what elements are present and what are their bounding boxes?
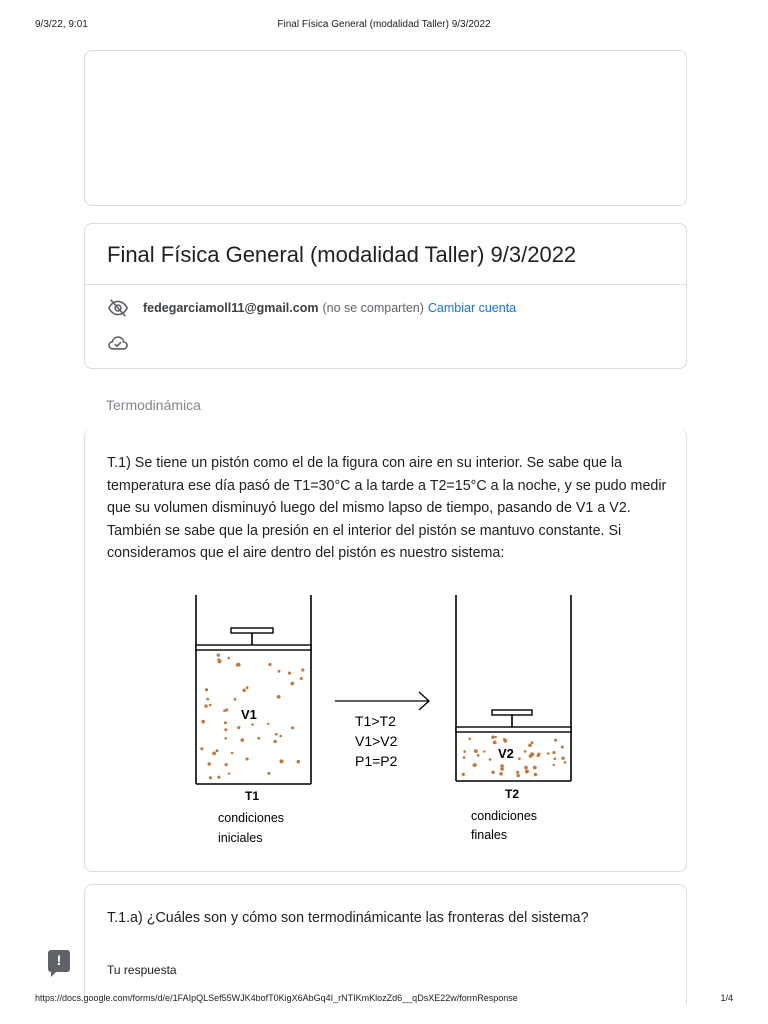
relation-temperature: T1>T2: [355, 713, 396, 729]
print-title: Final Física General (modalidad Taller) 9/3/2022: [277, 19, 491, 30]
air-particle: [225, 763, 228, 766]
air-particle: [234, 698, 237, 701]
air-particle: [561, 757, 564, 760]
air-particle: [246, 757, 249, 760]
relation-pressure: P1=P2: [355, 753, 398, 769]
air-particle: [217, 776, 220, 779]
right-piston-handle: [492, 710, 532, 715]
right-temp-label: T2: [505, 787, 520, 801]
air-particle: [251, 723, 254, 726]
right-volume-label: V2: [498, 746, 514, 761]
air-particle: [463, 750, 466, 753]
air-particle: [209, 704, 212, 707]
print-url: https://docs.google.com/forms/d/e/1FAIpQLSef55WJK4bofT0KigX6AbGq4I_rNTIKmKlozZd6__qDsXE22w/formResponse: [35, 993, 518, 1003]
left-volume-label: V1: [241, 707, 257, 722]
air-particle: [500, 767, 504, 771]
air-particle: [499, 772, 503, 776]
print-date: 9/3/22, 9:01: [35, 19, 88, 30]
right-caption-line2: finales: [471, 828, 508, 842]
air-particle: [553, 764, 555, 766]
account-note: (no se comparten): [322, 301, 424, 315]
relation-volume: V1>V2: [355, 733, 398, 749]
air-particle: [200, 747, 203, 750]
air-particle: [208, 762, 211, 765]
air-particle: [277, 695, 281, 699]
account-row: [107, 296, 516, 320]
left-caption-line1: condiciones: [218, 811, 285, 825]
air-particle: [552, 751, 555, 754]
air-particle: [217, 658, 220, 661]
form-title: Final Física General (modalidad Taller) 9/3/2022: [107, 242, 577, 267]
air-particle: [224, 721, 227, 724]
air-particle: [503, 738, 506, 741]
air-particle: [463, 756, 466, 759]
air-particle: [524, 766, 528, 770]
question-card-t1a: [84, 884, 687, 1004]
air-particle: [483, 750, 485, 752]
left-temp-label: T1: [245, 789, 260, 803]
left-piston-handle: [231, 628, 273, 633]
air-particle: [224, 737, 227, 740]
air-particle: [525, 770, 529, 774]
right-caption-line1: condiciones: [471, 809, 538, 823]
air-particle: [257, 737, 260, 740]
account-email: fedegarciamoll11@gmail.com: [143, 301, 319, 315]
air-particle: [217, 653, 220, 656]
print-page-number: 1/4: [720, 993, 733, 1003]
air-particle: [554, 757, 557, 760]
air-particle: [301, 668, 304, 671]
switch-account-link[interactable]: Cambiar cuenta: [427, 301, 517, 315]
left-piston-plate: [196, 645, 311, 650]
air-particle: [267, 723, 269, 725]
report-feedback-button[interactable]: !: [48, 950, 70, 972]
air-particle: [554, 739, 557, 742]
air-particle: [288, 672, 291, 675]
air-particle: [297, 760, 301, 764]
air-particle: [474, 749, 478, 753]
air-particle: [533, 766, 537, 770]
air-particle: [241, 738, 245, 742]
form-header-card: [84, 223, 687, 369]
air-particle: [561, 746, 564, 749]
air-particle: [300, 677, 303, 680]
air-particle: [524, 750, 527, 753]
air-particle: [537, 754, 540, 757]
air-particle: [528, 744, 532, 748]
air-particle: [267, 772, 270, 775]
air-particle: [212, 752, 216, 756]
question-card-t1: [84, 429, 687, 872]
air-particle: [246, 686, 249, 689]
air-particle: [237, 726, 240, 729]
air-particle: [206, 698, 209, 701]
air-particle: [462, 773, 465, 776]
air-particle: [275, 733, 278, 736]
air-particle: [495, 736, 497, 738]
air-particle: [201, 720, 205, 724]
air-particle: [477, 754, 480, 757]
form-banner: [84, 50, 687, 206]
air-particle: [231, 752, 234, 755]
header-divider: [85, 284, 686, 285]
cloud-saved-icon: [107, 332, 129, 354]
air-particle: [228, 657, 231, 660]
air-particle: [517, 774, 520, 777]
print-header: [35, 19, 733, 33]
question-text-t1a: T.1.a) ¿Cuáles son y cómo son termodinámicante las fronteras del sistema?: [107, 910, 589, 926]
right-air-particles: [462, 736, 567, 778]
air-particle: [534, 773, 537, 776]
air-particle: [216, 749, 219, 752]
section-title: Termodinámica: [106, 397, 201, 413]
air-particle: [209, 776, 212, 779]
right-piston-plate: [456, 727, 571, 732]
air-particle: [516, 771, 519, 774]
air-particle: [491, 771, 494, 774]
air-particle: [204, 704, 207, 707]
air-particle: [473, 763, 476, 766]
piston-figure: [85, 429, 688, 872]
air-particle: [205, 688, 208, 691]
air-particle: [274, 740, 277, 743]
air-particle: [278, 670, 281, 673]
air-particle: [530, 752, 534, 756]
air-particle: [223, 710, 226, 713]
air-particle: [491, 736, 494, 739]
air-particle: [237, 663, 241, 667]
air-particle: [493, 741, 497, 745]
air-particle: [279, 735, 282, 738]
air-particle: [228, 772, 230, 774]
air-particle: [531, 741, 534, 744]
air-particle: [280, 759, 284, 763]
air-particle: [489, 758, 492, 761]
air-particle: [268, 663, 271, 666]
answer-input-t1a[interactable]: Tu respuesta: [107, 963, 177, 977]
print-footer: [35, 993, 733, 1007]
air-particle: [468, 737, 471, 740]
air-particle: [242, 689, 246, 693]
eye-off-icon: [107, 297, 129, 319]
left-caption-line2: iniciales: [218, 831, 263, 845]
air-particle: [290, 682, 294, 686]
air-particle: [547, 752, 550, 755]
air-particle: [291, 726, 294, 729]
air-particle: [518, 757, 521, 760]
air-particle: [224, 728, 227, 731]
question-text-t1: T.1) Se tiene un pistón como el de la figura con aire en su interior. Se sabe que la temperatura ese día pasó de T1=30°C a la tarde a T2=15°C a la noche, y se pudo medir que su volumen disminuyó luego del mismo lapso de tiempo, pasando de V1 a V2. También se sabe que la presión en el interior del pistón se mantuvo constante. Si consideramos que el aire dentro del pistón es nuestro sistema:: [107, 455, 667, 562]
air-particle: [564, 761, 567, 764]
